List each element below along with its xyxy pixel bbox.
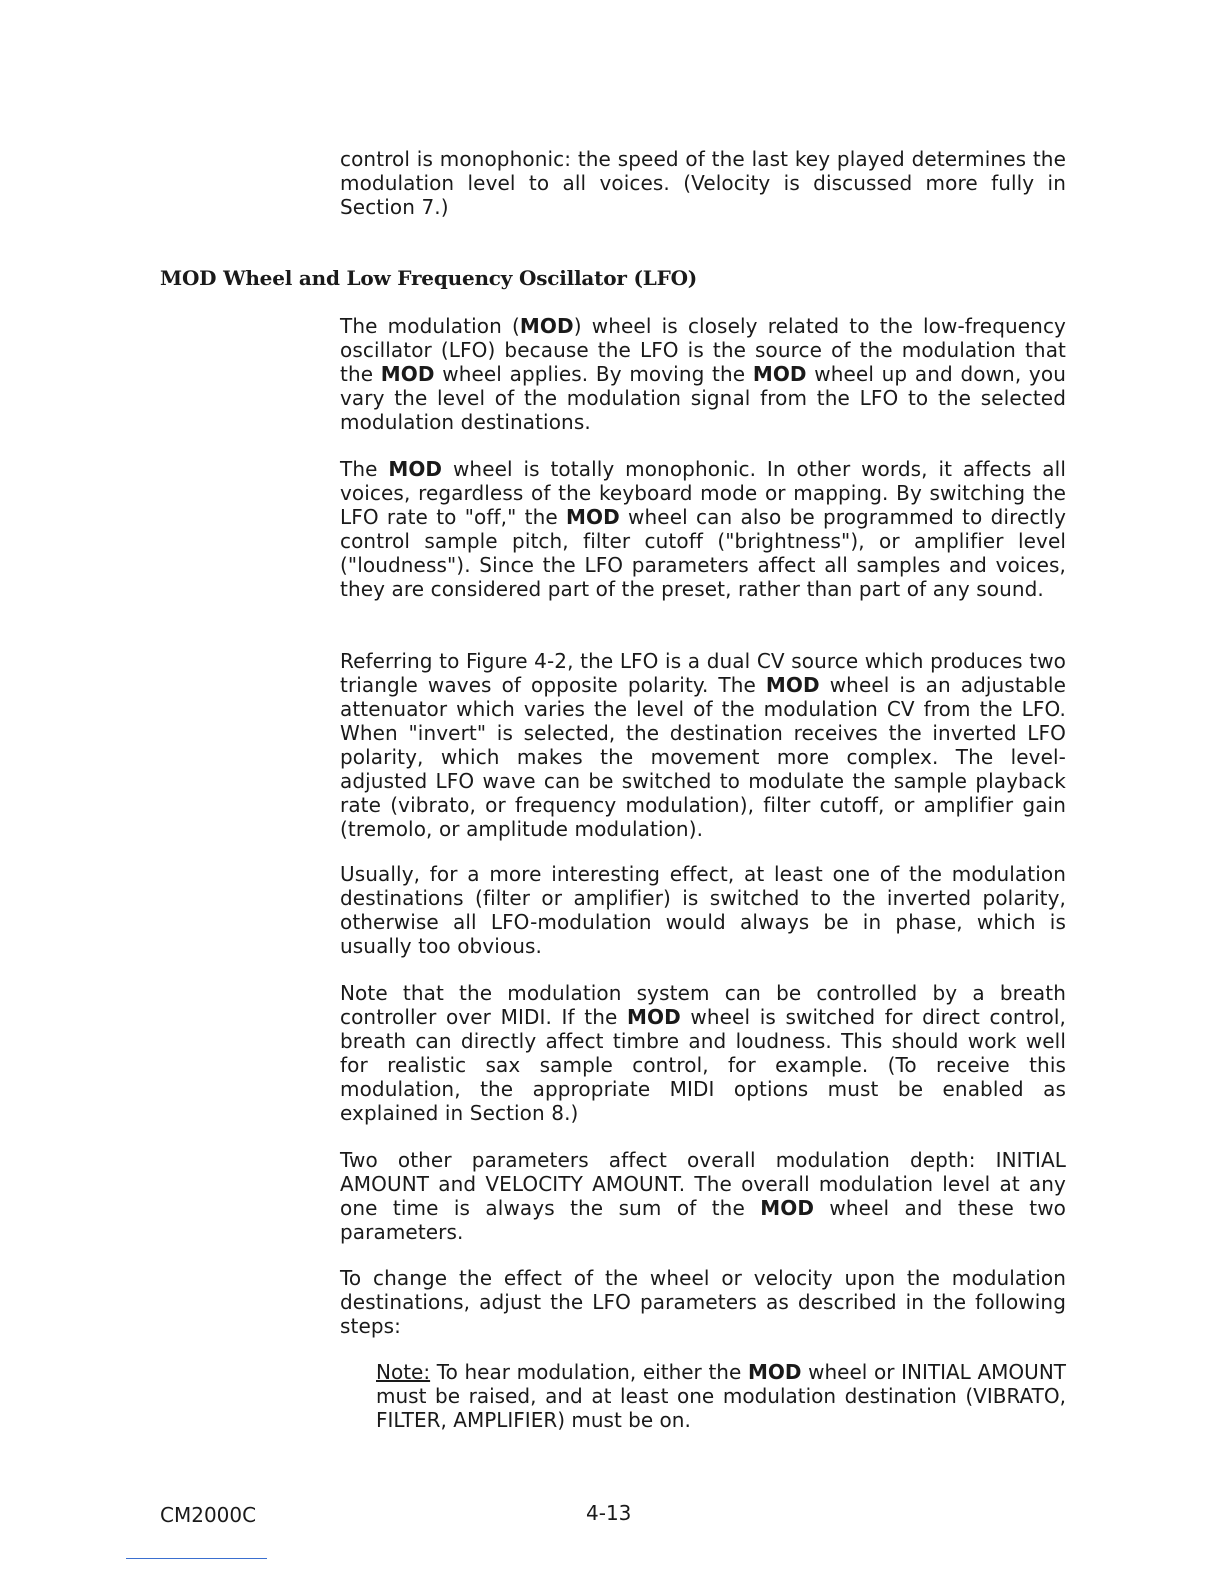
note-label: Note: bbox=[376, 1360, 431, 1384]
footer-page-number: 4-13 bbox=[586, 1501, 632, 1525]
paragraph-6: Two other parameters affect overall modulation depth: INITIAL AMOUNT and VELOCITY AMOUNT. The overall modulation level at any one time is always the sum of the MOD wheel and these two parameters. bbox=[340, 1148, 1066, 1244]
paragraph-7: To change the effect of the wheel or velocity upon the modulation destinations, adjust the LFO parameters as described in the following steps: bbox=[340, 1266, 1066, 1338]
paragraph-3: Referring to Figure 4-2, the LFO is a dual CV source which produces two triangle waves of opposite polarity. The MOD wheel is an adjustable attenuator which varies the level of the modulation CV from the LFO. When "invert" is selected, the destination receives the inverted LFO polarity, which makes the movement more complex. The level-adjusted LFO wave can be switched to modulate the sample playback rate (vibrato, or frequency modulation), filter cutoff, or amplifier gain (tremolo, or amplitude modulation). bbox=[340, 649, 1066, 841]
footer-doc-id: CM2000C bbox=[160, 1503, 257, 1527]
section-heading: MOD Wheel and Low Frequency Oscillator (LFO) bbox=[160, 266, 698, 290]
paragraph-1: The modulation (MOD) wheel is closely related to the low-frequency oscillator (LFO) because the LFO is the source of the modulation that the MOD wheel applies. By moving the MOD wheel up and down, you vary the level of the modulation signal from the LFO to the selected modulation destinations. bbox=[340, 314, 1066, 434]
paragraph-4: Usually, for a more interesting effect, at least one of the modulation destinations (filter or amplifier) is switched to the inverted polarity, otherwise all LFO-modulation would always be in phase, which is usually too obvious. bbox=[340, 862, 1066, 958]
paragraph-2: The MOD wheel is totally monophonic. In other words, it affects all voices, regardless of the keyboard mode or mapping. By switching the LFO rate to "off," the MOD wheel can also be programmed to directly control sample pitch, filter cutoff ("brightness"), or amplifier level ("loudness"). Since the LFO parameters affect all samples and voices, they are considered part of the preset, rather than part of any sound. bbox=[340, 457, 1066, 601]
footer-divider bbox=[126, 1558, 267, 1559]
paragraph-5: Note that the modulation system can be controlled by a breath controller over MIDI. If the MOD wheel is switched for direct control, breath can directly affect timbre and loudness. This should work well for realistic sax sample control, for example. (To receive this modulation, the appropriate MIDI options must be enabled as explained in Section 8.) bbox=[340, 981, 1066, 1125]
note-block: Note: To hear modulation, either the MOD wheel or INITIAL AMOUNT must be raised, and at least one modulation destination (VIBRATO, FILTER, AMPLIFIER) must be on. bbox=[376, 1360, 1066, 1432]
intro-paragraph: control is monophonic: the speed of the last key played determines the modulation level to all voices. (Velocity is discussed more fully in Section 7.) bbox=[340, 147, 1066, 219]
